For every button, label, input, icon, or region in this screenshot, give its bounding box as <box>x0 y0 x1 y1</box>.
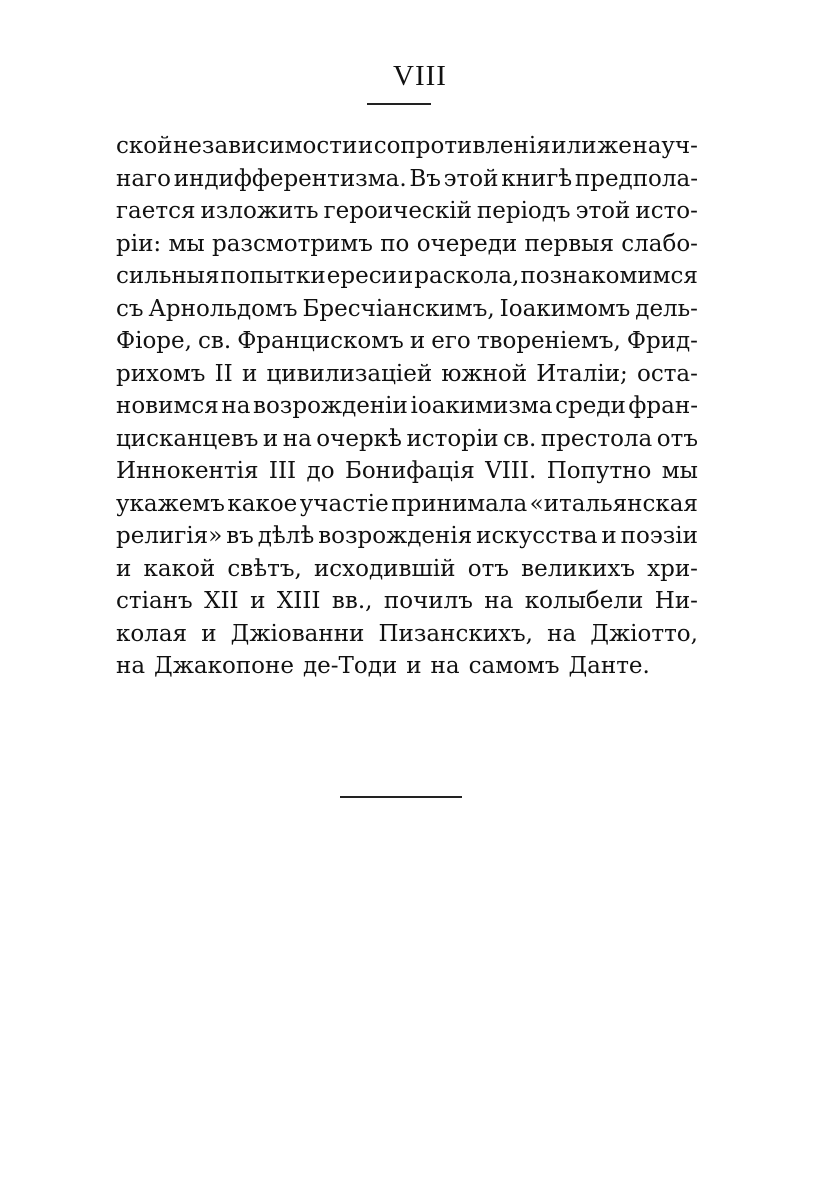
word: гается <box>116 198 196 224</box>
word: великихъ <box>521 555 635 582</box>
word: XIII <box>276 588 321 614</box>
text-line <box>116 455 698 488</box>
word: на <box>221 393 251 419</box>
word: его <box>431 328 471 354</box>
word: мы <box>168 230 205 257</box>
word: этой <box>575 198 631 224</box>
word: на <box>484 588 514 614</box>
word: какой <box>143 555 216 582</box>
word: дель- <box>635 295 698 322</box>
word: искусства <box>476 523 598 549</box>
word: очеркѣ <box>316 425 402 452</box>
word: Иннокентія <box>116 458 259 484</box>
word: по <box>380 230 410 257</box>
word: Ни- <box>654 588 698 614</box>
word: Данте. <box>568 653 650 679</box>
word: Италіи; <box>536 360 628 387</box>
word: Іоакимомъ <box>499 295 631 322</box>
word: исторіи <box>406 425 499 452</box>
text-line <box>116 553 698 586</box>
word: очереди <box>416 230 518 257</box>
word: и <box>201 620 217 647</box>
word: самомъ <box>468 653 560 679</box>
word: героическій <box>323 198 472 224</box>
word: мы <box>661 458 698 484</box>
word: колыбели <box>524 588 644 614</box>
word: Попутно <box>546 458 652 484</box>
word: же <box>597 133 632 159</box>
word: и <box>601 523 617 549</box>
word: періодъ <box>476 198 571 224</box>
word: индифферентизма. <box>173 165 407 192</box>
word: раскола, <box>414 263 520 289</box>
word: вв., <box>331 588 373 614</box>
text-line <box>116 195 698 228</box>
word: какое <box>227 490 298 517</box>
word: Фіоре, <box>116 328 192 354</box>
word: рихомъ <box>116 360 206 387</box>
word: на <box>430 653 460 679</box>
word: твореніемъ, <box>476 328 621 354</box>
page-number: VIII <box>393 60 447 92</box>
word: и <box>250 588 266 614</box>
word: іоакимизма <box>410 393 553 419</box>
word: возрожденіи <box>253 393 408 419</box>
text-line <box>116 488 698 521</box>
word: цисканцевъ <box>116 425 259 452</box>
text-line <box>116 325 698 358</box>
text-line <box>116 228 698 261</box>
word: III <box>268 458 297 484</box>
word: разсмотримъ <box>212 230 373 257</box>
word: ской <box>116 133 173 159</box>
word: Джіованни <box>230 620 365 647</box>
word: Въ <box>409 165 441 192</box>
word: св. <box>198 328 232 354</box>
word: св. <box>503 425 537 452</box>
word: на <box>116 653 146 679</box>
word: II <box>214 360 233 387</box>
word: познакомимся <box>520 263 698 289</box>
word: и <box>406 653 422 679</box>
word: и <box>409 328 426 354</box>
word: или <box>551 133 597 159</box>
word: наго <box>116 165 171 192</box>
word: науч- <box>632 133 698 159</box>
word: фран- <box>628 393 698 419</box>
text-line <box>116 423 698 456</box>
word: дѣлѣ <box>257 523 315 549</box>
word: предпола- <box>574 165 698 192</box>
word: укажемъ <box>116 490 225 517</box>
word: престола <box>540 425 653 452</box>
word: Джіотто, <box>590 620 698 647</box>
word: «итальянская <box>529 490 698 517</box>
word: отъ <box>467 555 509 582</box>
word: южной <box>441 360 528 387</box>
word: слабо- <box>621 230 698 257</box>
word: Фрид- <box>626 328 698 354</box>
section-end-rule <box>340 796 462 798</box>
text-line <box>116 618 698 651</box>
text-line <box>116 163 698 196</box>
word: поэзіи <box>620 523 698 549</box>
word: и <box>397 263 414 289</box>
word: сильныя <box>116 263 220 289</box>
word: независимости <box>172 133 358 159</box>
word: VIII. <box>485 458 537 484</box>
word: въ <box>226 523 254 549</box>
word: религія» <box>116 523 223 549</box>
text-line <box>116 293 698 326</box>
word: стіанъ <box>116 588 193 614</box>
word: на <box>282 425 312 452</box>
word: Арнольдомъ <box>148 295 298 322</box>
word: возрожденія <box>318 523 473 549</box>
word: свѣтъ, <box>227 555 302 582</box>
word: съ <box>116 295 144 322</box>
word: принимала <box>391 490 528 517</box>
word: попытки <box>220 263 326 289</box>
word: оста- <box>636 360 698 387</box>
word: на <box>547 620 577 647</box>
word: хри- <box>647 555 698 582</box>
word: Франциcкомъ <box>237 328 404 354</box>
word: до <box>306 458 335 484</box>
word: и <box>241 360 258 387</box>
word: ереси <box>326 263 397 289</box>
word: колая <box>116 620 188 647</box>
word: этой <box>443 165 499 192</box>
word: исто- <box>635 198 698 224</box>
text-line <box>116 130 698 163</box>
word: Пизанскихъ, <box>378 620 533 647</box>
word: и <box>116 555 132 582</box>
text-line <box>116 650 698 683</box>
word: и <box>262 425 279 452</box>
text-line <box>116 520 698 553</box>
word: новимся <box>116 393 219 419</box>
body-text <box>116 130 698 683</box>
text-line <box>116 390 698 423</box>
word: сопротивленія <box>373 133 551 159</box>
word: отъ <box>656 425 698 452</box>
word: цивилизаціей <box>266 360 433 387</box>
word: ріи: <box>116 230 162 257</box>
word: и <box>357 133 374 159</box>
word: изложить <box>200 198 319 224</box>
text-line <box>116 585 698 618</box>
word: книгѣ <box>501 165 573 192</box>
word: участіе <box>299 490 389 517</box>
word: де-Тоди <box>302 653 398 679</box>
word: Джакопоне <box>154 653 294 679</box>
text-line <box>116 358 698 391</box>
page-number-rule <box>367 103 431 105</box>
word: первыя <box>524 230 614 257</box>
word: среди <box>555 393 626 419</box>
text-line <box>116 260 698 293</box>
word: исходившій <box>313 555 456 582</box>
word: почилъ <box>383 588 473 614</box>
word: XII <box>204 588 239 614</box>
word: Бонифація <box>344 458 475 484</box>
word: Бресчіанскимъ, <box>302 295 495 322</box>
